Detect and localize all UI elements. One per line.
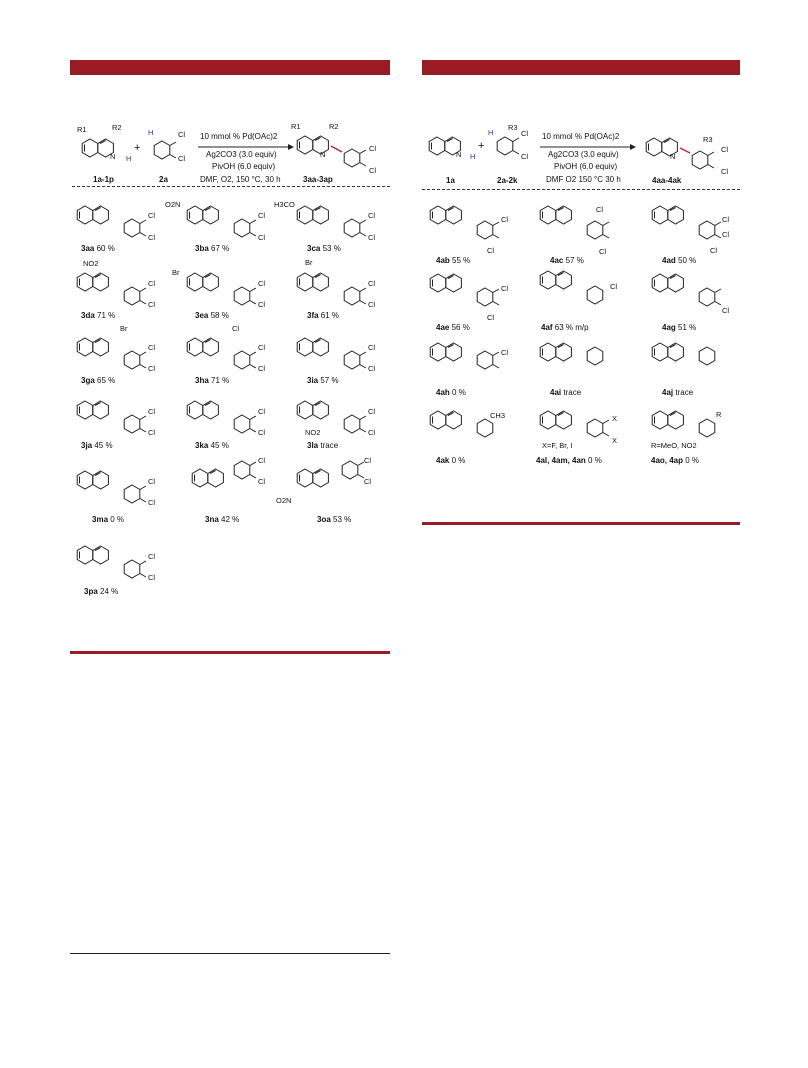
compound-3la: 3la trace <box>307 441 339 450</box>
compound-4aj: 4aj trace <box>662 388 694 397</box>
cl-label: Cl <box>710 246 718 255</box>
3ga-substituent: Br <box>120 324 128 333</box>
compound-3ka: 3ka 45 % <box>195 441 229 450</box>
3oa-substituent: O2N <box>276 496 292 505</box>
right-product-id: 4aa-4ak <box>652 176 682 185</box>
compound-3ba: 3ba 67 % <box>195 244 230 253</box>
compound-3ea: 3ea 58 % <box>195 311 229 320</box>
cl-label: Cl <box>258 456 266 465</box>
compound-3ca: 3ca 53 % <box>307 244 341 253</box>
left-reactant1-id: 1a-1p <box>93 175 114 184</box>
cl-label: Cl <box>258 364 266 373</box>
cl-label: Cl <box>368 233 376 242</box>
x-label: X <box>612 436 618 445</box>
left-reagent-cl1: Cl <box>178 130 186 139</box>
right-product-n: N <box>670 152 676 161</box>
compound-4ab: 4ab 55 % <box>436 256 471 265</box>
4al-note: X=F, Br, I <box>542 441 573 450</box>
compound-3ma: 3ma 0 % <box>92 515 125 524</box>
right-condition-4: DMF O2 150 °C 30 h <box>546 175 621 184</box>
left-product-cl2: Cl <box>369 166 377 175</box>
cl-label: Cl <box>599 247 607 256</box>
compound-3ga: 3ga 65 % <box>81 376 116 385</box>
left-condition-2: Ag2CO3 (3.0 equiv) <box>206 150 277 159</box>
cl-label: Cl <box>148 498 156 507</box>
cl-label: Cl <box>501 348 509 357</box>
left-condition-3: PivOH (6.0 equiv) <box>212 162 276 171</box>
cl-label: Cl <box>596 205 604 214</box>
compound-4ae: 4ae 56 % <box>436 323 470 332</box>
cl-label: Cl <box>148 343 156 352</box>
compound-4ai: 4ai trace <box>550 388 582 397</box>
cl-label: Cl <box>148 428 156 437</box>
right-reagent-h: H <box>488 128 494 137</box>
cl-label: Cl <box>148 552 156 561</box>
left-condition-1: 10 mmol % Pd(OAc)2 <box>200 132 278 141</box>
cl-label: Cl <box>501 284 509 293</box>
left-product-r2: R2 <box>329 122 339 131</box>
cl-label: Cl <box>368 279 376 288</box>
cl-label: Cl <box>368 343 376 352</box>
cl-label: Cl <box>148 279 156 288</box>
compound-4ak: 4ak 0 % <box>436 456 466 465</box>
compound-3ja: 3ja 45 % <box>81 441 113 450</box>
right-reagent-cl2: Cl <box>521 152 529 161</box>
left-r2-label: R2 <box>112 123 122 132</box>
cl-label: Cl <box>610 282 618 291</box>
compound-4ah: 4ah 0 % <box>436 388 466 397</box>
r-label: R <box>716 410 722 419</box>
left-product-cl1: Cl <box>369 144 377 153</box>
left-product-id: 3aa-3ap <box>303 175 333 184</box>
right-product-cl2: Cl <box>721 167 729 176</box>
right-condition-1: 10 mmol % Pd(OAc)2 <box>542 132 620 141</box>
cl-label: Cl <box>722 215 730 224</box>
cl-label: Cl <box>364 456 372 465</box>
compound-4af: 4af 63 % m/p <box>541 323 589 332</box>
cl-label: Cl <box>258 428 266 437</box>
3la-substituent: NO2 <box>305 428 321 437</box>
compound-3na: 3na 42 % <box>205 515 240 524</box>
right-h-label: H <box>470 152 476 161</box>
3ha-substituent: Cl <box>232 324 240 333</box>
cl-label: Cl <box>258 300 266 309</box>
compound-4ac: 4ac 57 % <box>550 256 584 265</box>
right-product-cl1: Cl <box>721 145 729 154</box>
cl-label: Cl <box>258 279 266 288</box>
cl-label: Cl <box>148 211 156 220</box>
x-label: X <box>612 414 618 423</box>
cl-label: Cl <box>368 300 376 309</box>
cl-label: Cl <box>368 407 376 416</box>
3ea-substituent: Br <box>172 268 180 277</box>
compound-3ia: 3ia 57 % <box>307 376 339 385</box>
cl-label: Cl <box>487 246 495 255</box>
cl-label: Cl <box>364 477 372 486</box>
cl-label: Cl <box>258 477 266 486</box>
compound-4ag: 4ag 51 % <box>662 323 697 332</box>
left-product-n: N <box>320 150 326 159</box>
3ca-substituent: H3CO <box>274 200 295 209</box>
compound-4ao-4ap: 4ao, 4ap 0 % <box>651 456 700 465</box>
compound-3da: 3da 71 % <box>81 311 116 320</box>
right-reagent-cl1: Cl <box>521 129 529 138</box>
compound-3pa: 3pa 24 % <box>84 587 119 596</box>
left-r1-label: R1 <box>77 125 87 134</box>
compound-3fa: 3fa 61 % <box>307 311 340 320</box>
3ba-substituent: O2N <box>165 200 181 209</box>
cl-label: Cl <box>258 343 266 352</box>
compound-3aa: 3aa 60 % <box>81 244 115 253</box>
right-product-r3: R3 <box>703 135 713 144</box>
cl-label: Cl <box>722 306 730 315</box>
cl-label: Cl <box>258 211 266 220</box>
3fa-substituent: Br <box>305 258 313 267</box>
right-reactant1-id: 1a <box>446 176 455 185</box>
cl-label: Cl <box>368 364 376 373</box>
cl-label: Cl <box>148 233 156 242</box>
4ak-substituent: CH3 <box>490 411 506 420</box>
right-n-label: N <box>456 150 462 159</box>
compound-4al-4an: 4al, 4am, 4an 0 % <box>536 456 602 465</box>
left-product-r1: R1 <box>291 122 301 131</box>
right-plus: + <box>478 140 485 152</box>
cl-label: Cl <box>148 364 156 373</box>
cl-label: Cl <box>368 428 376 437</box>
left-condition-4: DMF, O2, 150 °C, 30 h <box>200 175 281 184</box>
right-reagent-r3: R3 <box>508 123 518 132</box>
right-reactant2-id: 2a-2k <box>497 176 518 185</box>
right-condition-3: PivOH (6.0 equiv) <box>554 162 618 171</box>
left-n-label: N <box>110 152 116 161</box>
left-reactant2-id: 2a <box>159 175 168 184</box>
cl-label: Cl <box>501 215 509 224</box>
cl-label: Cl <box>487 313 495 322</box>
cl-label: Cl <box>258 407 266 416</box>
left-plus: + <box>134 142 141 154</box>
3da-substituent: NO2 <box>83 259 99 268</box>
cl-label: Cl <box>148 300 156 309</box>
left-h-label: H <box>126 154 132 163</box>
cl-label: Cl <box>148 407 156 416</box>
compound-3ha: 3ha 71 % <box>195 376 230 385</box>
left-reagent-h: H <box>148 128 154 137</box>
compound-4ad: 4ad 50 % <box>662 256 697 265</box>
cl-label: Cl <box>368 211 376 220</box>
right-condition-2: Ag2CO3 (3.0 equiv) <box>548 150 619 159</box>
cl-label: Cl <box>148 573 156 582</box>
left-reagent-cl2: Cl <box>178 154 186 163</box>
cl-label: Cl <box>722 230 730 239</box>
cl-label: Cl <box>148 477 156 486</box>
4ao-note: R=MeO, NO2 <box>651 441 697 450</box>
cl-label: Cl <box>258 233 266 242</box>
compound-3oa: 3oa 53 % <box>317 515 352 524</box>
